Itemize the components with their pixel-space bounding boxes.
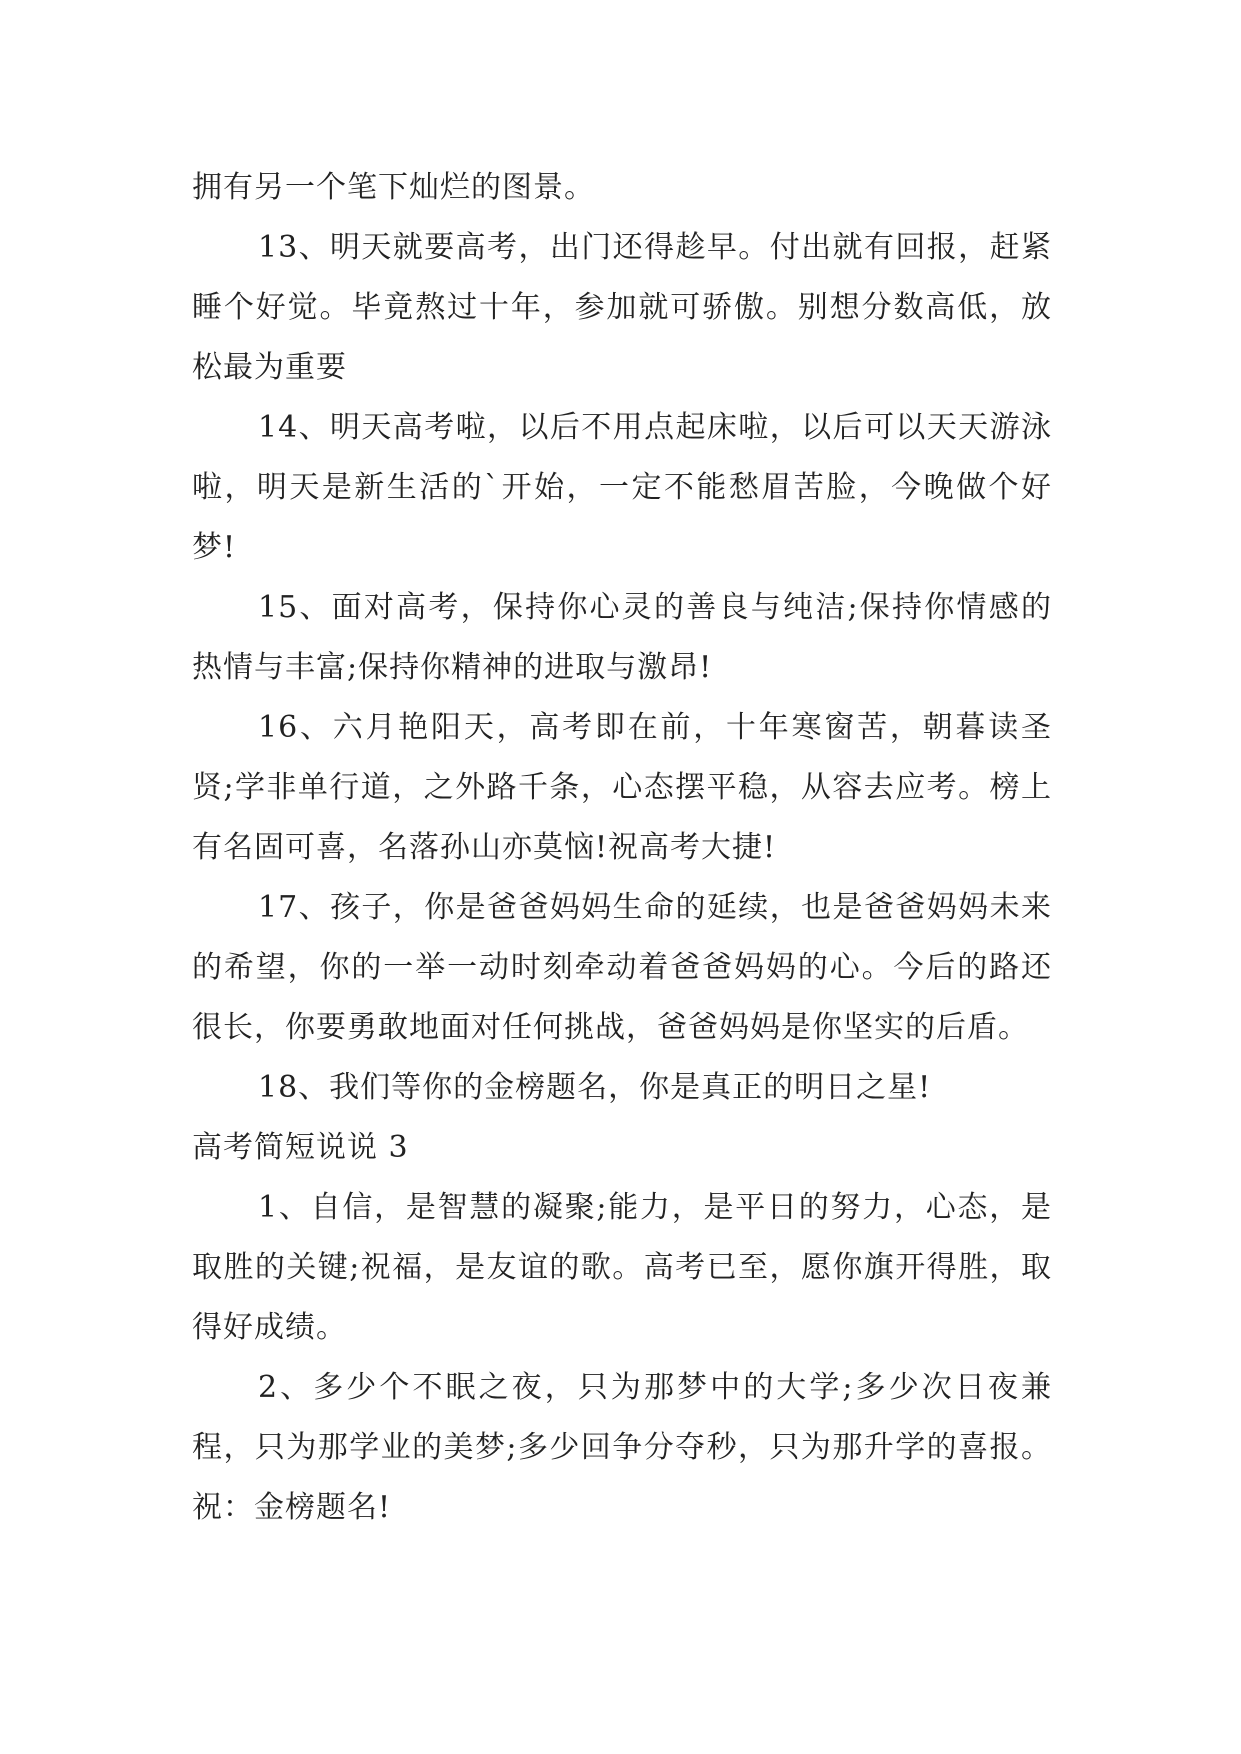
paragraph-item-16: 16、六月艳阳天，高考即在前，十年寒窗苦，朝暮读圣贤;学非单行道，之外路千条，心态摆平稳，从容去应考。榜上有名固可喜，名落孙山亦莫恼!祝高考大捷! [192,710,1052,865]
section-paragraph-item-2: 2、多少个不眠之夜，只为那梦中的大学;多少次日夜兼程，只为那学业的美梦;多少回争分夺秒，只为那升学的喜报。祝：金榜题名! [192,1370,1052,1525]
paragraph-item-18: 18、我们等你的金榜题名，你是真正的明日之星! [258,1070,932,1105]
document-body [192,158,1052,1538]
paragraph-item-17: 17、孩子，你是爸爸妈妈生命的延续，也是爸爸妈妈未来的希望，你的一举一动时刻牵动着爸爸妈妈的心。今后的路还很长，你要勇敢地面对任何挑战，爸爸妈妈是你坚实的后盾。 [192,890,1052,1045]
paragraph-continuation: 拥有另一个笔下灿烂的图景。 [192,170,595,205]
paragraph-item-15: 15、面对高考，保持你心灵的善良与纯洁;保持你情感的热情与丰富;保持你精神的进取与激昂! [192,590,1052,685]
section-heading: 高考简短说说 3 [192,1130,409,1165]
section-paragraph-item-1: 1、自信，是智慧的凝聚;能力，是平日的努力，心态，是取胜的关键;祝福，是友谊的歌。高考已至，愿你旗开得胜，取得好成绩。 [192,1190,1052,1345]
paragraph-item-14: 14、明天高考啦，以后不用点起床啦，以后可以天天游泳啦，明天是新生活的`开始，一定不能愁眉苦脸，今晚做个好梦! [192,410,1052,565]
paragraph-item-13: 13、明天就要高考，出门还得趁早。付出就有回报，赶紧睡个好觉。毕竟熬过十年，参加就可骄傲。别想分数高低，放松最为重要 [192,230,1052,385]
